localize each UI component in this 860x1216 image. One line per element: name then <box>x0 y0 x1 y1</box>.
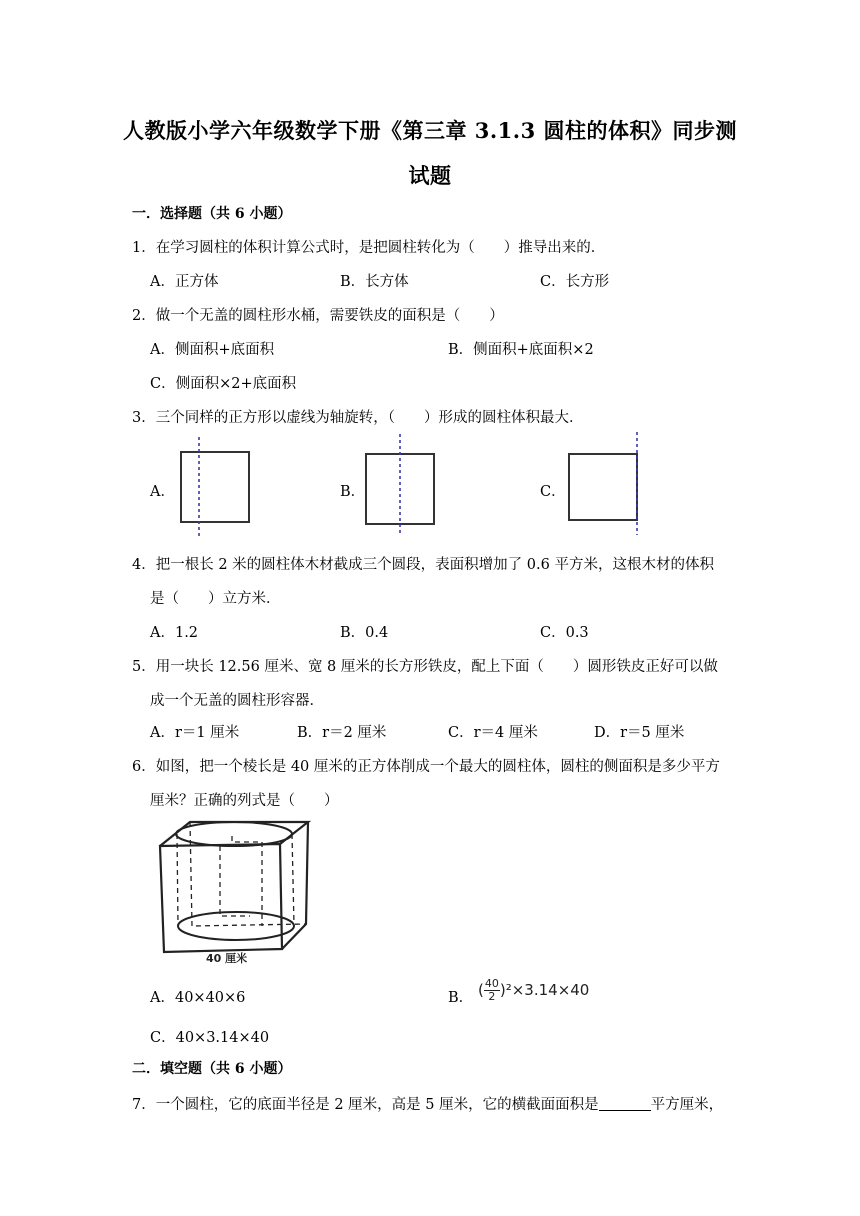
q2-option-a: A．侧面积+底面积 <box>150 342 275 358</box>
q5-text-line1: 5．用一块长 12.56 厘米、宽 8 厘米的长方形铁皮，配上下面（ ）圆形铁皮正好可以做 <box>132 659 718 675</box>
q3-figure-c <box>560 432 650 536</box>
q4-text-line2: 是（ ）立方米． <box>150 591 281 607</box>
q6-b-open-paren: ( <box>478 981 484 999</box>
q6-option-b-formula <box>478 978 589 1003</box>
q6-option-b-label: B． <box>448 990 474 1006</box>
q5-text-line2: 成一个无盖的圆柱形容器． <box>150 693 324 709</box>
q6-cube-cylinder-figure <box>150 816 315 966</box>
q6-b-numerator: 40 <box>484 977 499 990</box>
q2-text: 2．做一个无盖的圆柱形水桶，需要铁皮的面积是（ ） <box>132 308 504 324</box>
q5-option-a: A．r＝1 厘米 <box>150 725 240 741</box>
q7-text-b: 平方厘米， <box>650 1097 724 1113</box>
q6-figure-label: 40 厘米 <box>206 952 248 965</box>
q7-text-a: 7．一个圆柱，它的底面半径是 2 厘米，高是 5 厘米，它的横截面面积是 <box>132 1097 599 1113</box>
q3-option-b: B． <box>340 484 366 500</box>
document-title-line2: 试题 <box>408 163 452 188</box>
q4-option-a: A．1.2 <box>150 625 199 641</box>
q6-b-rest: )²×3.14×40 <box>499 981 590 999</box>
q3-figure-b <box>356 434 446 536</box>
section2-heading: 二．填空题（共 6 小题） <box>132 1061 292 1077</box>
q3-text: 3．三个同样的正方形以虚线为轴旋转，（ ）形成的圆柱体积最大． <box>132 410 584 426</box>
q6-text-line2: 厘米？正确的列式是（ ） <box>150 793 339 809</box>
q4-text-line1: 4．把一根长 2 米的圆柱体木材截成三个圆段，表面积增加了 0.6 平方米，这根木材的体积 <box>132 557 714 573</box>
q1-option-b: B．长方体 <box>340 274 409 290</box>
section1-heading: 一．选择题（共 6 小题） <box>132 206 292 222</box>
document-title-line1: 人教版小学六年级数学下册《第三章 3.1.3 圆柱的体积》同步测 <box>122 118 738 143</box>
q1-option-a: A．正方体 <box>150 274 219 290</box>
q1-option-c: C．长方形 <box>540 274 610 290</box>
q2-option-c: C．侧面积×2+底面积 <box>150 376 297 392</box>
q7-text <box>132 1093 723 1114</box>
q2-option-b: B．侧面积+底面积×2 <box>448 342 594 358</box>
q6-option-a: A．40×40×6 <box>150 990 246 1006</box>
q3-option-c: C． <box>540 484 566 500</box>
q5-option-b: B．r＝2 厘米 <box>297 725 387 741</box>
q5-option-c: C．r＝4 厘米 <box>448 725 538 741</box>
q4-option-c: C．0.3 <box>540 625 589 641</box>
q6-option-c: C．40×3.14×40 <box>150 1030 270 1046</box>
q1-text: 1．在学习圆柱的体积计算公式时，是把圆柱转化为（ ）推导出来的． <box>132 240 606 256</box>
q6-b-denominator: 2 <box>488 990 496 1003</box>
q7-answer-blank[interactable] <box>599 1096 651 1111</box>
q6-text-line1: 6．如图，把一个棱长是 40 厘米的正方体削成一个最大的圆柱体，圆柱的侧面积是多少平方 <box>132 759 720 775</box>
q3-figure-a <box>170 437 260 539</box>
q5-option-d: D．r＝5 厘米 <box>594 725 685 741</box>
q3-option-a: A． <box>150 484 175 500</box>
q4-option-b: B．0.4 <box>340 625 389 641</box>
